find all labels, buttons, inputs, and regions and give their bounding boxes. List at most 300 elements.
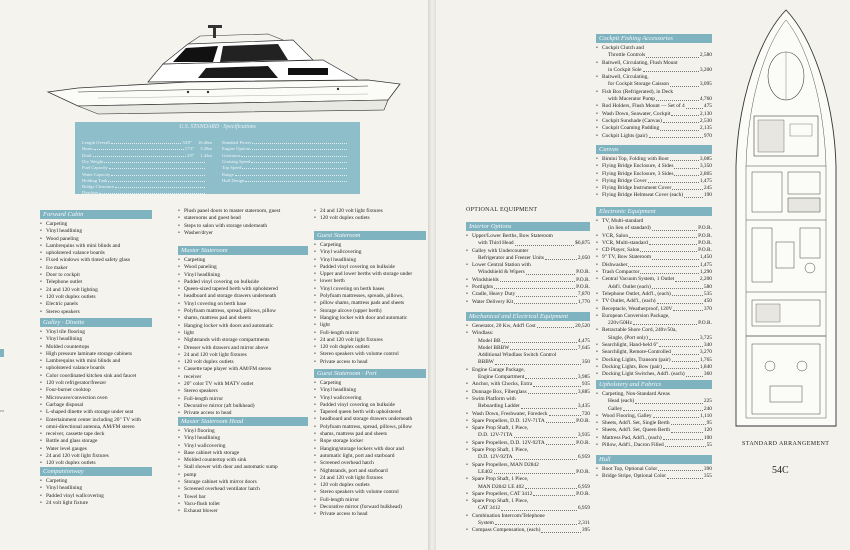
dot-leader [665,442,706,447]
price-value: 7,645 [577,344,590,351]
price-item-label: • Spare Prop Shaft, 1 Piece, [472,476,529,483]
section-galley [40,318,152,468]
price-item-label: • Upper/Lower Berths, Bow Stateroom [472,233,553,239]
price-item [596,240,712,247]
dot-leader [546,440,575,445]
price-item-label: System [478,520,494,527]
list-item: • Stereo speakers with volume control [314,351,426,358]
list-item: • Vinyl tile flooring [40,329,152,336]
dot-leader [494,284,575,289]
price-item-label: • Pillow, Add'l., Dacron Filled [602,442,664,449]
price-value: 3,095 [699,81,712,88]
dot-leader [514,454,577,459]
list-item: • Padded vinyl covering on bulkside [178,279,308,286]
price-item [596,103,712,110]
price-item [466,454,590,461]
price-value: 1,475 [699,261,712,268]
price-value: 120 [703,427,712,434]
dot-leader [629,233,697,238]
list-item: • Carpeting [314,380,426,387]
price-item-label: • Searchlight, Remote-Controlled [602,349,671,356]
list-item: • Dresser with drawers and mirror above [178,345,308,352]
price-value: 450 [703,298,712,305]
spec-label: Cruising Speed [222,158,251,164]
price-item [466,367,590,374]
price-value: 190 [703,192,712,199]
section-title: Forward Cabin [40,210,152,219]
price-value: P.O.R. [576,284,590,291]
price-item-label: • Bridge Stripe, Optional Color [602,473,667,480]
price-item-label: • Anchor, with Chocks, Extra [472,381,533,388]
price-item-label: D.D. 12V-92TA [478,454,513,461]
price-item [466,527,590,534]
dot-leader [674,171,698,176]
dot-leader [663,118,699,123]
section-master-stateroom [178,246,308,418]
price-item [596,276,712,283]
price-value: P.O.R. [698,239,712,246]
price-item [466,323,590,330]
price-item-label: • Spare Prop Shaft, 1 Piece, [472,425,529,432]
dot-leader [525,374,577,379]
dot-leader [245,178,347,182]
price-item-label: Engine Compartment [478,374,525,381]
list-item: • Stereo speakers [40,309,152,316]
dot-leader [252,140,347,144]
price-item-label: MAN D2842 LE 402 [478,483,524,490]
list-item: • Full-length mirror [314,330,426,337]
price-value: P.O.R. [576,276,590,283]
dot-leader [671,111,698,116]
dot-leader [667,473,703,478]
spec-row [82,146,212,151]
price-item [466,462,590,469]
price-item [596,442,712,449]
dot-leader [241,153,347,157]
price-item-label: • Sheets, Add'l. Set, Single Berth [602,420,670,427]
section-guest-stateroom [314,231,426,366]
price-item [466,498,590,505]
dot-leader [500,277,575,282]
price-item-label: • European Conversion Package, [602,312,670,319]
dot-leader [640,247,697,252]
list-item: • Microwave/convection oven [40,395,152,402]
dot-leader [649,133,703,138]
section-title: Galley · Dinette [40,318,152,327]
price-item [466,374,590,381]
price-item [596,335,712,342]
price-value: P.O.R. [698,320,712,327]
price-item [596,60,712,67]
price-item [466,269,590,276]
list-item: • 24 and 120 volt light fixtures [314,337,426,344]
list-item: • Lambrequins with mini blinds and [40,358,152,365]
price-item-label: • Water Delivery Kit [472,298,514,305]
price-value: 2,130 [699,110,712,117]
price-item-label: • Compass Compensation, (each) [472,527,541,534]
specifications-header: U.S. STANDARD · Specifications [179,124,256,130]
price-item [596,81,712,88]
dot-leader [109,165,205,169]
list-item: • L-shaped dinette with storage under seat [40,409,152,416]
list-item: • Decorative mirror (aft bulkhead) [178,403,308,410]
price-value: P.O.R. [576,490,590,497]
dot-leader [672,357,699,362]
list-item: • lower berth [314,278,426,285]
price-value: 2,805 [699,170,712,177]
spec-row [222,153,354,158]
price-item [466,447,590,454]
list-item: • Lambrequins with mini blinds and [40,243,152,250]
section-hallway [178,208,308,237]
dot-leader [672,185,703,190]
price-item-label: • Spare Prop Shaft, 1 Piece, [472,447,529,454]
list-item: • Electric panels [40,301,152,308]
spec-row [222,146,354,151]
edge-tab-marker [0,349,4,357]
spec-row [82,190,212,195]
dot-leader [673,306,702,311]
section-upholstery [596,380,712,449]
price-item-label: • Dishwasher [602,261,628,268]
price-item [466,432,590,439]
spec-label: Water Capacity [82,171,111,177]
price-value: P.O.R. [576,269,590,276]
price-value: 6,959 [577,454,590,461]
price-item-label: • Docking Lights, Bow (pair) [602,363,662,370]
price-item-label: • Lower Central Station with [472,262,531,269]
price-value: P.O.R. [698,247,712,254]
price-item-label: • Flying Bridge Enclosure, 3 Sides [602,170,674,177]
dot-leader [549,411,581,416]
price-item [596,420,712,427]
dot-leader [533,381,581,386]
price-item [466,381,590,388]
price-item [596,306,712,313]
spec-value: 4'8" [187,152,195,158]
item-list [178,208,308,237]
price-value: 1,765 [699,356,712,363]
dot-leader [546,418,575,423]
spec-label: Length Overall [82,140,110,145]
list-item: • Wood paneling [40,236,152,243]
dot-leader [111,140,182,144]
dot-leader [658,466,703,471]
section-cockpit-fishing [596,34,712,140]
price-item-label: with Third Head [478,240,514,247]
section-title: Electronic Equipment [596,207,712,216]
dot-leader [502,338,577,343]
price-item-label: • Cockpit Clutch and [602,45,644,51]
price-value: 1,290 [699,269,712,276]
section-title: Companionway [40,467,152,476]
price-list [466,323,590,535]
price-item-label: Refrigerator and Freezer Units [478,254,545,261]
dot-leader [521,403,577,408]
price-item [596,156,712,163]
price-item-label: • Wash Down, Freshwater, Foredeck [472,410,548,417]
list-item: • Padded vinyl wallcovering [40,493,152,500]
price-item-label: • Swim Platform with [472,395,516,402]
list-item: • Washer/dryer [178,230,308,237]
price-item [596,349,712,356]
price-item-label: Model BB [478,337,501,344]
price-item-label: • VCR, Multi-standard [602,239,648,246]
item-list [178,428,308,516]
dot-leader [660,125,699,130]
price-value: $6,875 [575,240,590,247]
spec-row [222,140,354,145]
spec-row [222,172,354,177]
price-item-label: • Spare Prop Shaft, 1 Piece, [472,498,529,505]
price-item-label: • TV Outlet, Add'l., (each) [602,298,656,305]
list-item: • Vinyl covering on berth bases [314,286,426,293]
price-item-label: • Dunnage Box, Fiberglass [472,388,527,395]
price-list [596,218,712,379]
section-companionway [40,467,152,507]
spec-row [82,140,212,145]
standard-arrangement-label: STANDARD ARRANGEMENT [742,441,830,447]
dot-leader [99,190,205,194]
dot-leader [514,299,577,304]
spec-label: Draft [82,152,92,158]
price-value: 2,050 [577,254,590,261]
price-item [466,505,590,512]
dot-leader [541,527,580,532]
section-title: Mechanical and Electrical Equipment [466,312,590,321]
price-value: 3,435 [577,403,590,410]
list-item: • Bottle and glass storage [40,438,152,445]
dot-leader [657,298,703,303]
yacht-profile-drawing [38,22,408,122]
section-title: Interior Options [466,222,590,231]
price-value: 355 [703,473,712,480]
price-item-label: • Mattress Pad, Add'l., (each) [602,434,662,441]
price-item-label: • Sheets, Add'l. Set, Queen Berth [602,427,670,434]
dot-leader [649,240,697,245]
dot-leader [108,178,205,182]
list-item: • Vinyl headlining [40,228,152,235]
price-item-label: CAT 3412 [478,505,501,512]
price-value: 2,200 [699,276,712,283]
dot-leader [528,389,577,394]
list-item: • Steps to salon with storage underneath [178,223,308,230]
item-list [178,257,308,418]
price-item [466,411,590,418]
price-item [466,440,590,447]
price-item-label: • Baitwell, Circulating, Flush Mount [602,59,678,66]
dot-leader [495,520,577,525]
dot-leader [633,320,697,325]
list-item: • headboard and storage drawers underneath [314,416,426,423]
price-item-label: • Rod Holders, Flush Mount — Set of 4 [602,103,685,110]
price-item [466,484,590,491]
optional-equipment-heading: OPTIONAL EQUIPMENT [466,207,538,213]
price-value: 6,959 [577,505,590,512]
price-item [596,125,712,132]
price-item-label: 220v/50Hz [608,320,632,327]
price-item [466,255,590,262]
price-list [596,391,712,449]
list-item: • Vinyl wallcovering [314,249,426,256]
price-item-label: • Flying Bridge Enclosure, 4 Sides [602,163,674,170]
list-item: • 20" color TV with MATV outlet [178,381,308,388]
list-item: • Upper and lower berths with storage under [314,271,426,278]
price-item-label: • Flying Bridge Helmseat Cover (each) [602,192,684,199]
list-item: • Polyfoam mattresses, spreads, pillows, [314,293,426,300]
section-title: Guest Stateroom · Port [314,369,426,378]
price-item-label: Galley [608,405,623,412]
price-item [466,291,590,298]
dot-leader [684,192,703,197]
list-item: • Vinyl wallcovering [314,395,426,402]
list-item: • receiver, cassette tape deck [40,431,152,438]
price-value: 3,085 [699,156,712,162]
price-item-label: for Cockpit Storage Caisson [608,81,669,88]
price-item [466,299,590,306]
spec-label: Holding Tank [82,177,108,183]
price-value: P.O.R. [576,417,590,424]
list-item: • 120 volt duplex outlets [178,359,308,366]
price-item-label: Single, (Port only) [608,334,648,341]
edge-text: ea [0,408,4,413]
list-item: • Vinyl headlining [314,387,426,394]
price-item-label: • Galley with Undercounter [472,247,529,254]
dot-leader [104,159,205,163]
price-item [596,466,712,473]
deck-plan-drawing [726,6,846,446]
price-item [596,111,712,118]
list-item: • 24 and 120 volt lighting [40,287,152,294]
price-value: 3,200 [699,66,712,73]
list-item: • 120 volt duplex outlets [314,344,426,351]
price-value: P.O.R. [698,232,712,239]
list-item: • headboard and storage drawers underneath [178,293,308,300]
section-mechanical-electrical [466,312,590,535]
list-item: • Stall shower with door and automatic sump [178,464,308,471]
list-item: • shams, mattress pad and sheets [314,431,426,438]
list-item: • Carpeting [40,221,152,228]
spec-label: Hull Design [222,177,245,183]
spec-metric: 5.28m [200,146,212,152]
price-value: 55 [706,442,712,449]
price-item [466,513,590,520]
price-item-label: • Spare Propellers, CAT 3412 [472,490,533,497]
list-item: • Padded vinyl covering on bulkside [314,264,426,271]
section-title: Upholstery and Fabrics [596,380,712,389]
spec-metric: 16.46m [198,140,212,145]
price-item [596,284,712,291]
price-item [596,435,712,442]
dot-leader [672,291,703,296]
price-item [596,45,712,52]
dot-leader [495,359,581,364]
list-item: • Carpeting [178,257,308,264]
price-item [466,240,590,247]
price-value: 370 [703,305,712,312]
price-item [596,406,712,413]
price-item [596,171,712,178]
list-item: • Hanging locker with door and automatic [314,315,426,322]
price-list [596,466,712,481]
section-interior-options [466,222,590,306]
price-item-label: • Cradle, Heavy Duty [472,291,516,298]
price-item [466,425,590,432]
price-item [596,473,712,480]
price-value: 4,475 [577,337,590,344]
list-item: • 120 volt duplex outlets [40,294,152,301]
price-list [466,233,590,306]
price-value: 245 [703,185,712,192]
price-item [596,89,712,96]
list-item: • 24 and 120 volt light fixtures [314,475,426,482]
list-item: • Exhaust blower [178,508,308,515]
dot-leader [672,349,699,354]
spec-value: 17'4" [184,146,195,152]
list-item: • Screened overhead ventilator hatch [178,486,308,493]
section-guest-stateroom-port [314,369,426,519]
price-item [466,277,590,284]
price-value: 100 [703,434,712,441]
price-item-label: • Baitwell, Circulating, [602,74,649,81]
price-value: P.O.R. [576,439,590,446]
price-item-label: • Windlass: [472,330,494,337]
spec-row [222,165,354,170]
dot-leader [235,172,347,176]
price-item-label: • Spare Propellers, MAN D2842 [472,461,539,468]
list-item: • omni-directional antenna, AM/FM stereo [40,424,152,431]
spec-row [82,178,212,183]
spec-row [82,172,212,177]
price-item-label: D.D. 12V-71TA [478,432,513,439]
dot-leader [526,269,575,274]
list-item: • Vinyl flooring [178,428,308,435]
dot-leader [533,491,575,496]
spec-label: Dry Weight [82,158,104,164]
price-item-label: • Searchlight, Hand-held 6" [602,342,659,349]
dot-leader [516,291,577,296]
price-item [596,327,712,334]
price-item [596,398,712,405]
list-item: • Wood paneling [178,264,308,271]
dot-leader [656,96,699,101]
spec-label: Engine Options [222,146,251,152]
price-value: 95 [706,420,712,427]
price-item-label: • Combination Intercom/Telephone [472,512,545,519]
list-item: • Ice maker [40,265,152,272]
price-item-label: • Wood Flooring, Galley [602,412,652,419]
spec-label: Range [222,171,234,177]
list-item: • Full-length mirror [178,396,308,403]
section-title: Canvas [596,145,712,154]
list-item: • 120 volt refrigerator/freezer [40,380,152,387]
price-item [466,403,590,410]
section-title: Hull [596,455,712,464]
list-item: • Tapered queen berth with upholstered [314,409,426,416]
list-item: • light [178,330,308,337]
list-item: • 24 and 120 volt light fixtures [178,352,308,359]
dot-leader [242,165,347,169]
price-item-label: • Generator, 20 Kw, Add'l Cost [472,323,536,329]
dot-leader [671,420,706,425]
price-item-label: • Fish Box (Refrigerated), in Deck [602,88,674,95]
spec-label: Generator [222,152,241,158]
item-list [314,242,426,366]
dot-leader [252,146,347,150]
price-item-label: • 9" TV, Bow Stateroom [602,254,652,261]
price-item [466,352,590,359]
price-item [596,163,712,170]
